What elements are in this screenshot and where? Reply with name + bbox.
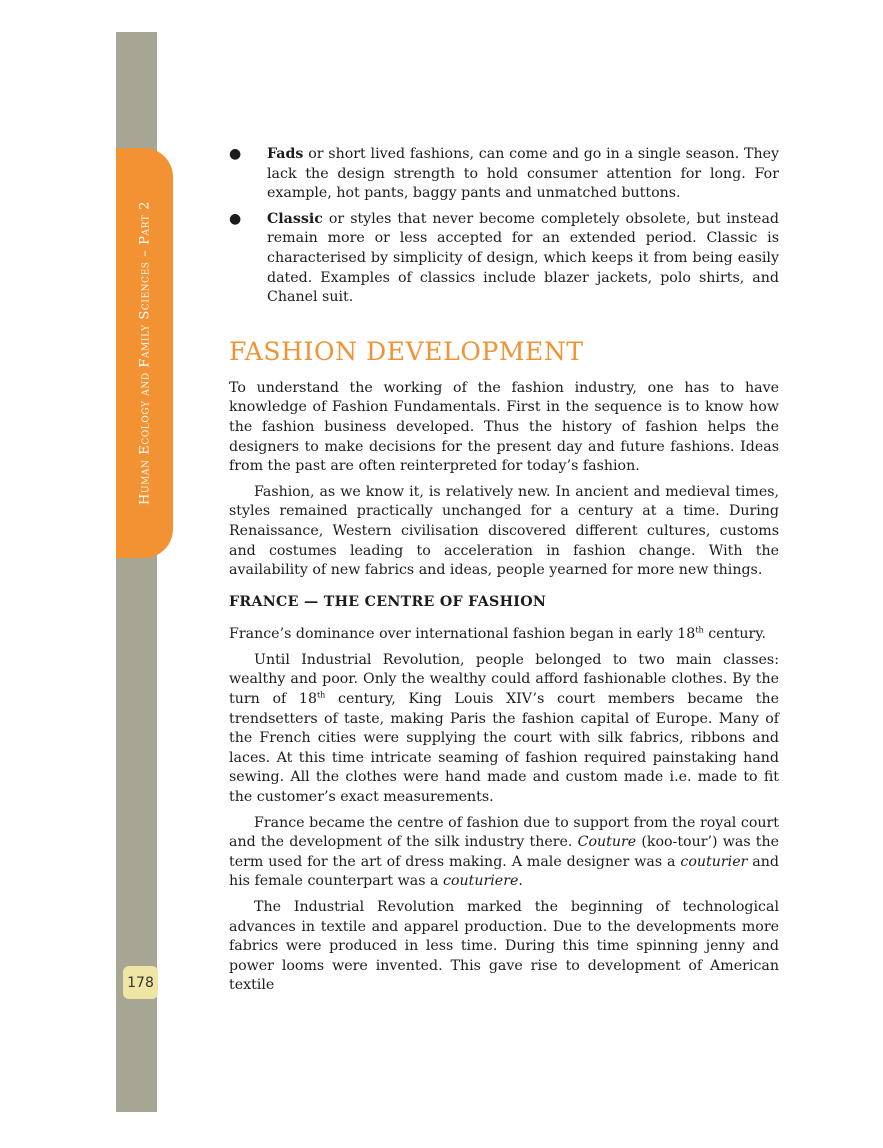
italic-term: couturier <box>680 853 748 870</box>
superscript: th <box>695 625 704 635</box>
text-span: France became the centre of fashion due to support from the royal court and the development of the silk industry there. <box>229 814 779 851</box>
paragraph <box>229 651 779 808</box>
page-number: 178 <box>123 966 158 999</box>
term-fads: Fads <box>267 146 304 162</box>
paragraph: Fashion, as we know it, is relatively new. In ancient and medieval times, styles remained practically unchanged for a century at a time. During Renaissance, Western civilisation discovered different cultures, customs and costumes leading to acceleration in fashion change. With the availability of new fabrics and ideas, people yearned for more new things. <box>229 483 779 579</box>
subheading: FRANCE — THE CENTRE OF FASHION <box>229 593 547 610</box>
paragraph <box>229 625 779 645</box>
side-banner-text: Human Ecology and Family Sciences – Part 2 <box>137 201 153 505</box>
bullet-icon: ● <box>229 146 242 162</box>
text-span: century. <box>703 626 766 643</box>
italic-term: couturiere <box>443 873 519 890</box>
text-span: (koo-tour’) was the term used for the art of dress making. A male designer was a <box>229 834 779 870</box>
text-span: century, King Louis XIV’s court members became the trendsetters of taste, making Paris the fashion capital of Europe. Many of the French cities were supplying the court with silk fabrics, ribbons and laces. At this time intricate seaming of fashion required painstaking hand sewing. All the clothes were hand made and custom made i.e. made to fit the customer’s exact measurements. <box>229 691 779 806</box>
list-item-fads <box>229 145 779 204</box>
bullet-text: or styles that never become completely obsolete, but instead remain more or less accepted for an extended period. Classic is characterised by simplicity of design, which keeps it from being easily dated. Examples of classics include blazer jackets, polo shirts, and Chanel suit. <box>267 210 779 306</box>
section-heading: FASHION DEVELOPMENT <box>229 336 584 366</box>
superscript: th <box>316 690 326 700</box>
paragraph <box>229 814 779 892</box>
bullet-text: or short lived fashions, can come and go in a single season. They lack the design strength to hold consumer attention for long. For example, hot pants, baggy pants and unmatched buttons. <box>267 146 779 202</box>
paragraph: To understand the working of the fashion industry, one has to have knowledge of Fashion Fundamentals. First in the sequence is to know how the fashion business developed. Thus the history of fashion helps the designers to make decisions for the present day and future fashions. Ideas from the past are often reinterpreted for today’s fashion. <box>229 379 779 475</box>
bullet-icon: ● <box>229 210 242 227</box>
text-span: France’s dominance over international fashion began in early 18 <box>229 626 696 643</box>
paragraph: The Industrial Revolution marked the beginning of technological advances in textile and apparel production. Due to the developments more fabrics were produced in less time. During this time spinning jenny and power looms were invented. This gave rise to development of American textile <box>229 899 779 994</box>
page-content <box>229 145 779 1002</box>
text-span: Until Industrial Revolution, people belonged to two main classes: wealthy and poor. Only the wealthy could afford fashionable clothes. By the turn of 18 <box>229 651 779 708</box>
text-span: and his female counterpart was a <box>229 853 779 890</box>
text-span: . <box>518 873 523 890</box>
list-item-classic <box>229 210 779 308</box>
term-classic: Classic <box>267 210 323 227</box>
italic-term: Couture <box>577 834 637 851</box>
